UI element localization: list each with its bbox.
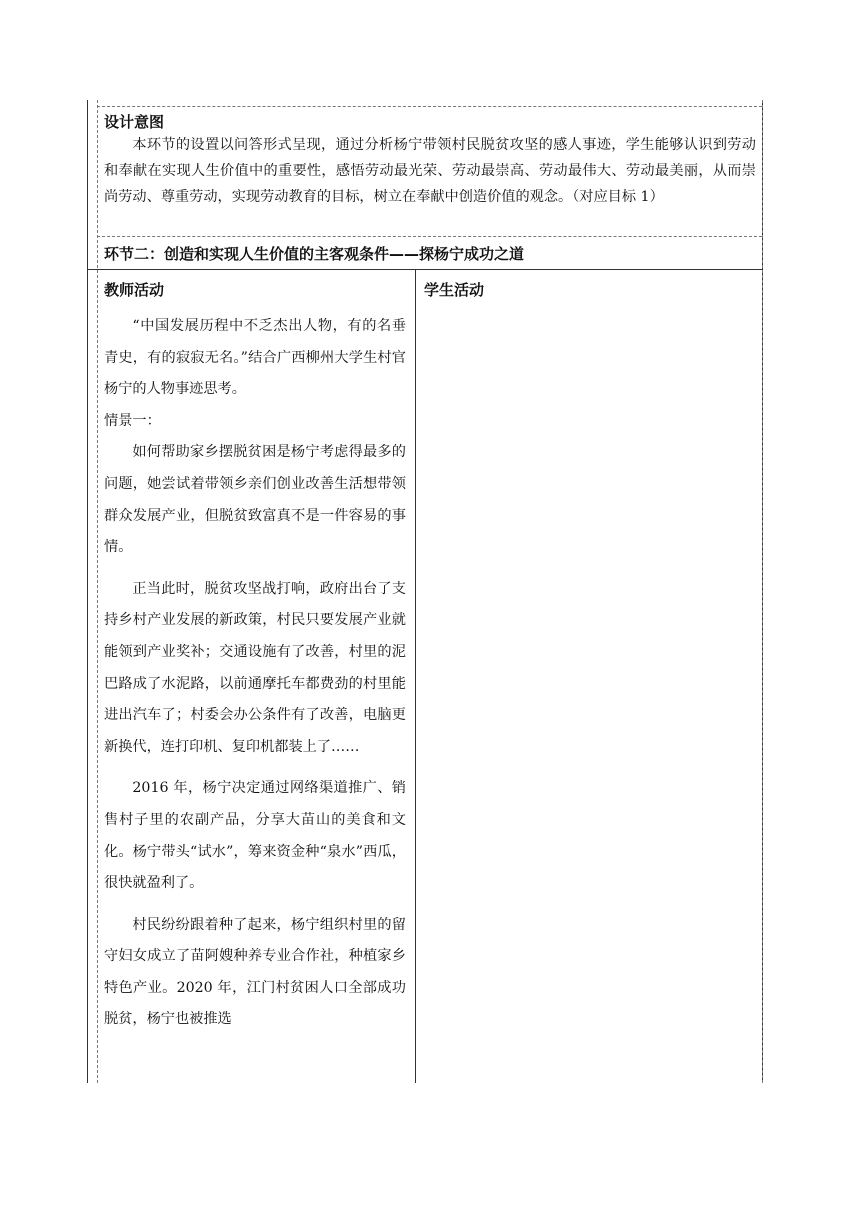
teacher-paragraph-2016: 2016 年，杨宁决定通过网络渠道推广、销售村子里的农副产品，分享大苗山的美食和文化。杨宁带头“试水”，筹来资金种“泉水”西瓜，很快就盈利了。 xyxy=(104,780,406,892)
design-intent-body: 本环节的设置以问答形式呈现，通过分析杨宁带领村民脱贫攻坚的感人事迹，学生能够认识到劳动和奉献在实现人生价值中的重要性，感悟劳动最光荣、劳动最崇高、劳动最伟大、劳动最美丽，从而崇尚劳动、尊重劳动，实现劳动教育的目标，树立在奉献中创造价值的观念。（对应目标 1） xyxy=(104,137,756,205)
teacher-paragraph-policy: 正当此时，脱贫攻坚战打响，政府出台了支持乡村产业发展的新政策，村民只要发展产业就能领到产业奖补；交通设施有了改善，村里的泥巴路成了水泥路，以前通摩托车都费劲的村里能进出汽车了；村委会办公条件有了改善，电脑更新换代，连打印机、复印机都装上了…… xyxy=(104,580,406,755)
teacher-paragraph-scene: 如何帮助家乡摆脱贫困是杨宁考虑得最多的问题，她尝试着带领乡亲们创业改善生活想带领群众发展产业，但脱贫致富真不是一件容易的事情。 xyxy=(104,444,406,556)
row-divider-section xyxy=(87,269,763,270)
row-divider-design xyxy=(97,236,762,237)
teacher-column-header: 教师活动 xyxy=(104,281,165,299)
teacher-paragraph-cooperative: 村民纷纷跟着种了起来，杨宁组织村里的留守妇女成立了苗阿嫂种养专业合作社，种植家乡特色产业。2020 年，江门村贫困人口全部成功脱贫，杨宁也被推选 xyxy=(104,916,406,1028)
column-divider xyxy=(415,270,416,1083)
teacher-paragraph-intro: “中国发展历程中不乏杰出人物，有的名垂青史，有的寂寂无名。”结合广西柳州大学生村官杨宁的人物事迹思考。 xyxy=(104,318,406,398)
design-intent-title: 设计意图 xyxy=(104,113,165,131)
table-top-rule xyxy=(97,106,762,107)
scene-one-label: 情景一： xyxy=(104,412,161,429)
table-inner-border-right xyxy=(762,100,763,1083)
section-two-title: 环节二：创造和实现人生价值的主客观条件——探杨宁成功之道 xyxy=(104,245,525,263)
teacher-activity-content xyxy=(104,311,406,1036)
student-column-header: 学生活动 xyxy=(424,281,485,299)
table-inner-border-left xyxy=(97,100,98,1083)
